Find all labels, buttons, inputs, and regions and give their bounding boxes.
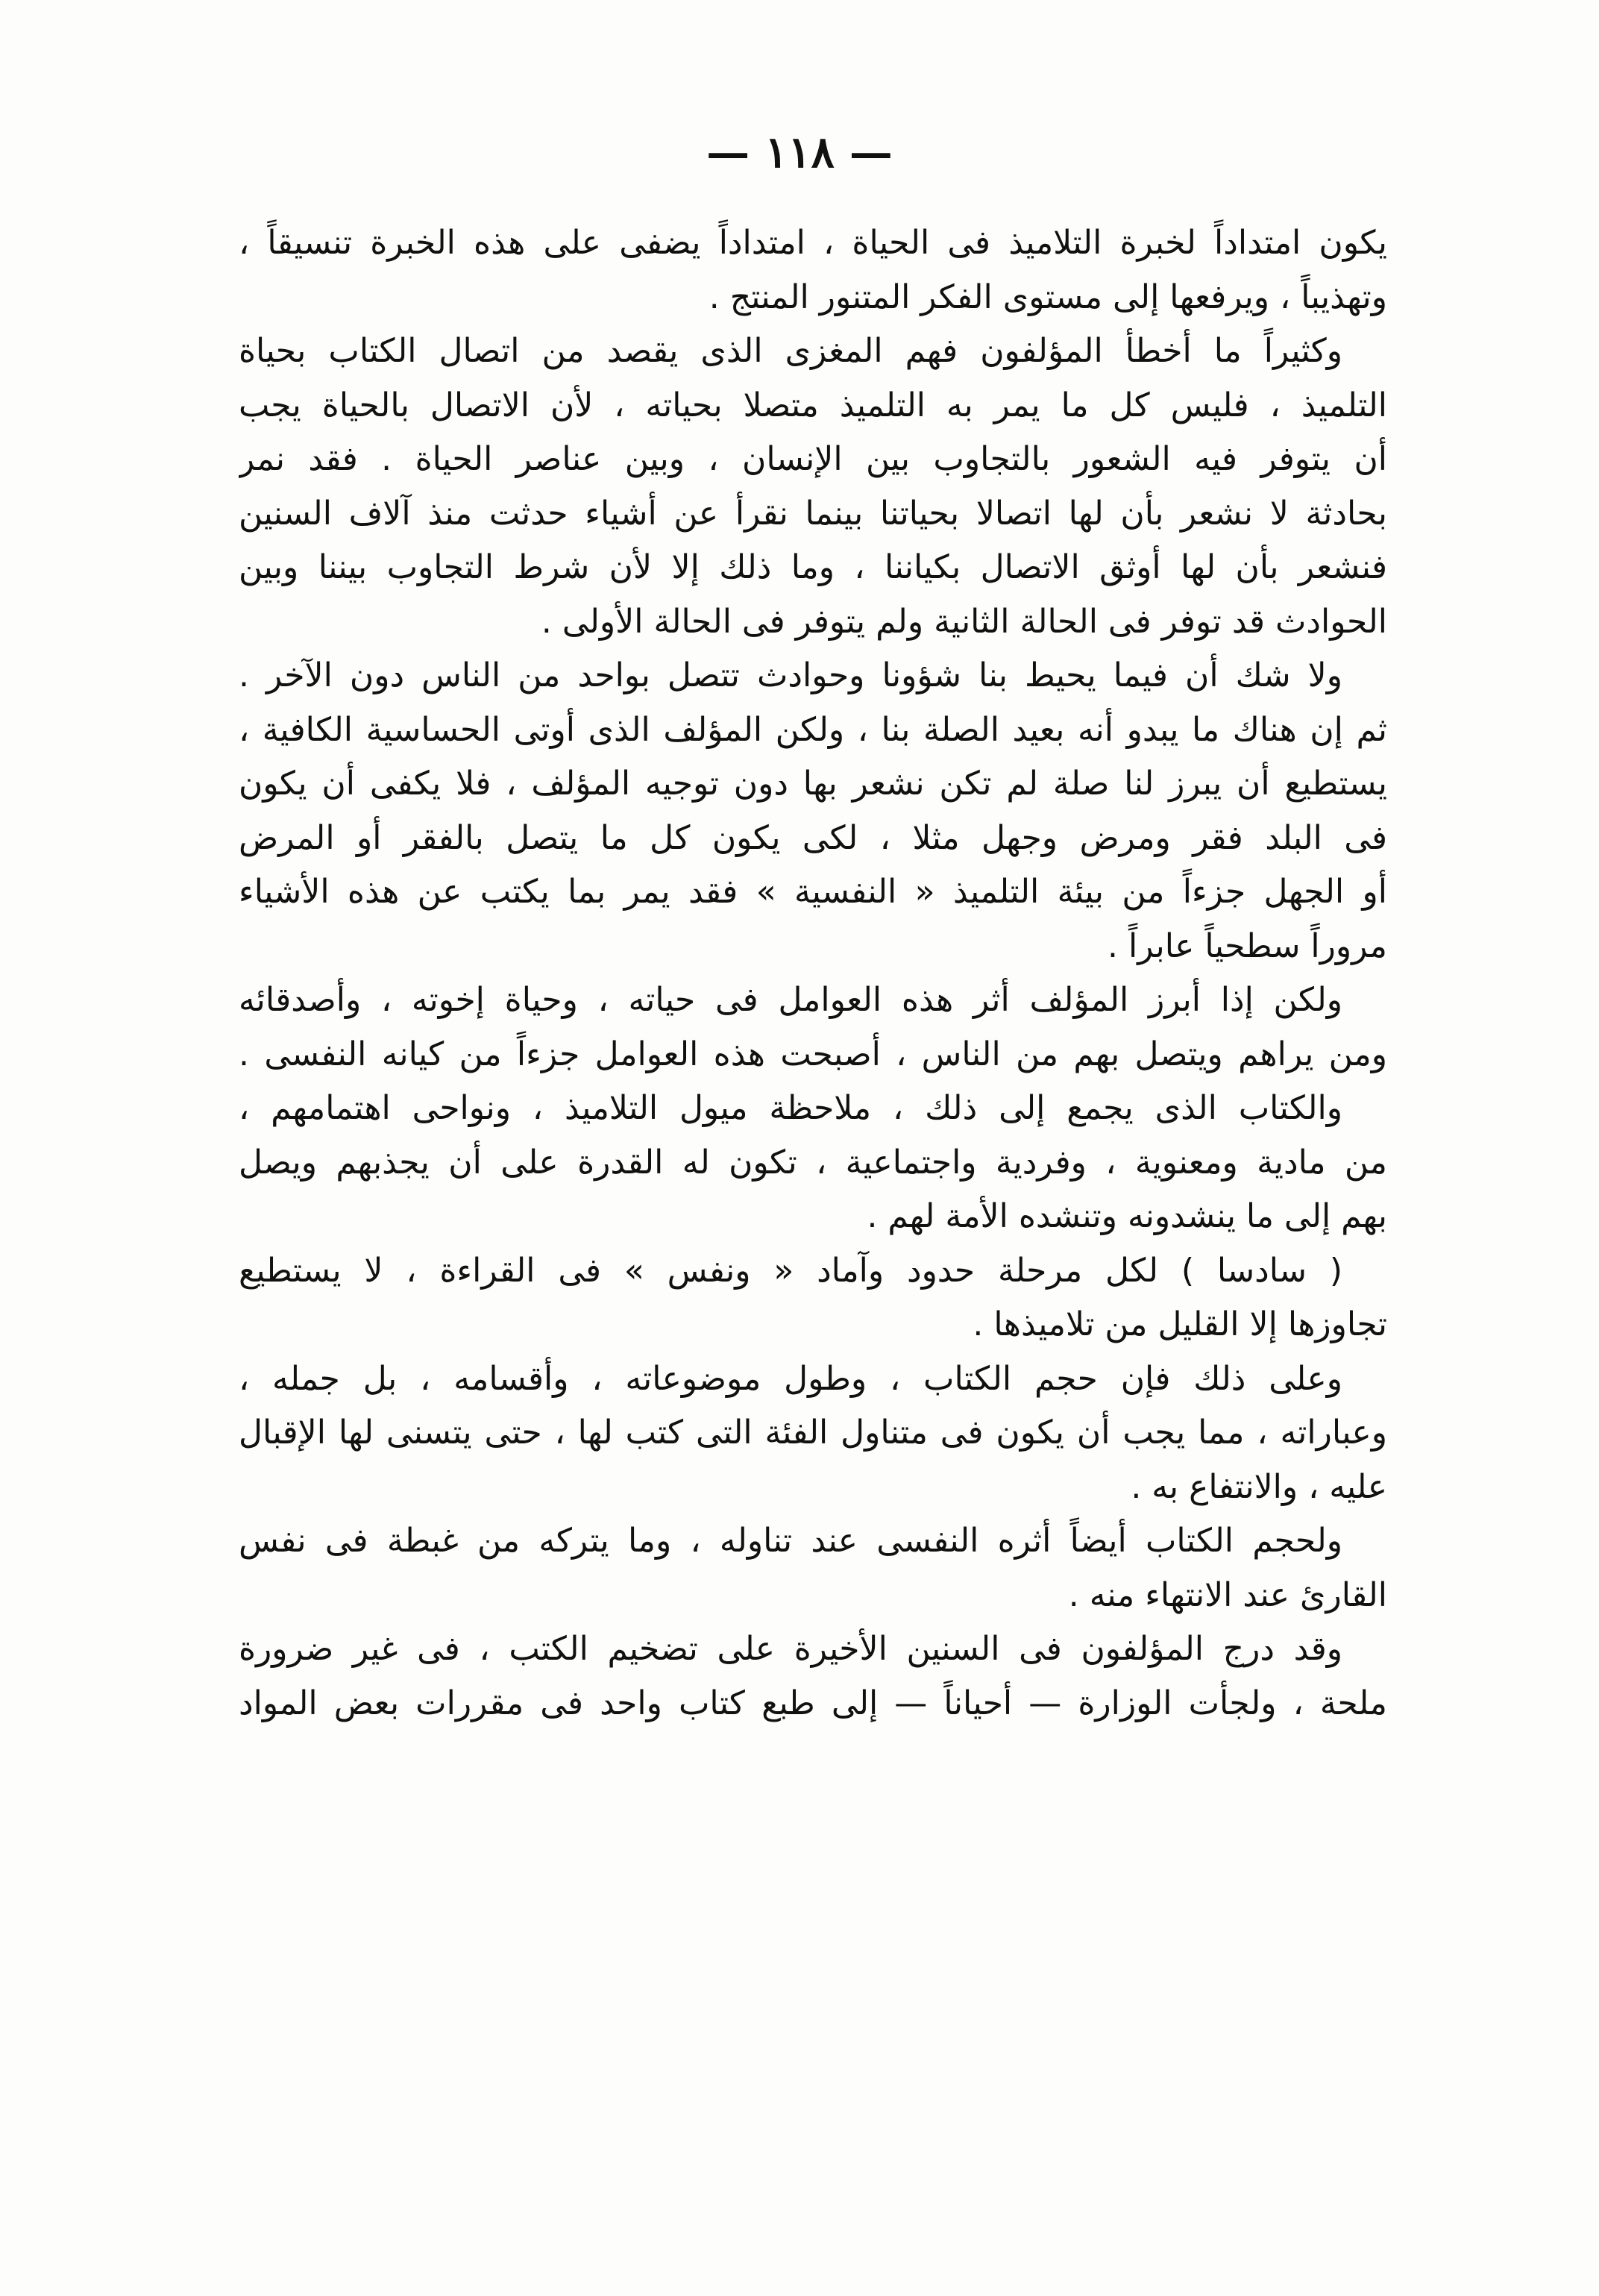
- text-line: القارئ عند الانتهاء منه .: [1068, 1575, 1387, 1614]
- text-line: وعباراته ، مما يجب أن يكون فى متناول الفئة التى كتب لها ، حتى يتسنى لها الإقبال: [239, 1414, 1387, 1452]
- text-line: من مادية ومعنوية ، وفردية واجتماعية ، تكون له القدرة على أن يجذبهم ويصل: [239, 1143, 1387, 1182]
- text-line: ولكن إذا أبرز المؤلف أثر هذه العوامل فى حياته ، وحياة إخوته ، وأصدقائه: [239, 981, 1342, 1019]
- text-line: ملحة ، ولجأت الوزارة — أحياناً — إلى طبع كتاب واحد فى مقررات بعض المواد: [239, 1684, 1387, 1722]
- text-line: فى البلد فقر ومرض وجهل مثلا ، لكى يكون كل ما يتصل بالفقر أو المرض: [239, 818, 1387, 857]
- text-line: وقد درج المؤلفون فى السنين الأخيرة على تضخيم الكتب ، فى غير ضرورة: [239, 1630, 1342, 1668]
- text-line: ثم إن هناك ما يبدو أنه بعيد الصلة بنا ، ولكن المؤلف الذى أوتى الحساسية الكافية ،: [239, 710, 1387, 749]
- page-number: — ١١٨ —: [706, 127, 893, 178]
- text-line: تجاوزها إلا القليل من تلاميذها .: [973, 1305, 1387, 1343]
- text-line: التلميذ ، فليس كل ما يمر به التلميذ متصلا بحياته ، لأن الاتصال بالحياة يجب: [239, 386, 1387, 424]
- text-line: ولا شك أن فيما يحيط بنا شؤونا وحوادث تتصل بواحد من الناس دون الآخر .: [239, 656, 1342, 694]
- text-line: بحادثة لا نشعر بأن لها اتصالا بحياتنا بينما نقرأ عن أشياء حدثت منذ آلاف السنين: [239, 494, 1387, 533]
- text-line: وكثيراً ما أخطأ المؤلفون فهم المغزى الذى يقصد من اتصال الكتاب بحياة: [239, 332, 1342, 370]
- text-line: يكون امتداداً لخبرة التلاميذ فى الحياة ، امتداداً يضفى على هذه الخبرة تنسيقاً ،: [239, 224, 1387, 262]
- text-line: ولحجم الكتاب أيضاً أثره النفسى عند تناوله ، وما يتركه من غبطة فى نفس: [239, 1522, 1342, 1560]
- text-line: الحوادث قد توفر فى الحالة الثانية ولم يتوفر فى الحالة الأولى .: [541, 602, 1387, 641]
- text-line: عليه ، والانتفاع به .: [1131, 1467, 1387, 1506]
- body-text: [239, 216, 1387, 1731]
- text-line: وتهذيباً ، ويرفعها إلى مستوى الفكر المتنور المنتج .: [709, 277, 1387, 316]
- text-line: ومن يراهم ويتصل بهم من الناس ، أصبحت هذه العوامل جزءاً من كيانه النفسى .: [239, 1035, 1387, 1073]
- text-line: بهم إلى ما ينشدونه وتنشده الأمة لهم .: [867, 1197, 1387, 1235]
- text-line: مروراً سطحياً عابراً .: [1108, 926, 1387, 965]
- text-line: ( سادسا ) لكل مرحلة حدود وآماد « ونفس » فى القراءة ، لا يستطيع: [239, 1251, 1342, 1290]
- text-line: أو الجهل جزءاً من بيئة التلميذ « النفسية » فقد يمر بما يكتب عن هذه الأشياء: [239, 873, 1387, 911]
- text-line: فنشعر بأن لها أوثق الاتصال بكياننا ، وما ذلك إلا لأن شرط التجاوب بيننا وبين: [239, 548, 1387, 586]
- text-line: وعلى ذلك فإن حجم الكتاب ، وطول موضوعاته ، وأقسامه ، بل جمله ،: [239, 1359, 1342, 1398]
- text-line: يستطيع أن يبرز لنا صلة لم تكن نشعر بها دون توجيه المؤلف ، فلا يكفى أن يكون: [239, 765, 1387, 803]
- text-line: والكتاب الذى يجمع إلى ذلك ، ملاحظة ميول التلاميذ ، ونواحى اهتمامهم ،: [239, 1089, 1342, 1127]
- text-line: أن يتوفر فيه الشعور بالتجاوب بين الإنسان ، وبين عناصر الحياة . فقد نمر: [239, 440, 1387, 478]
